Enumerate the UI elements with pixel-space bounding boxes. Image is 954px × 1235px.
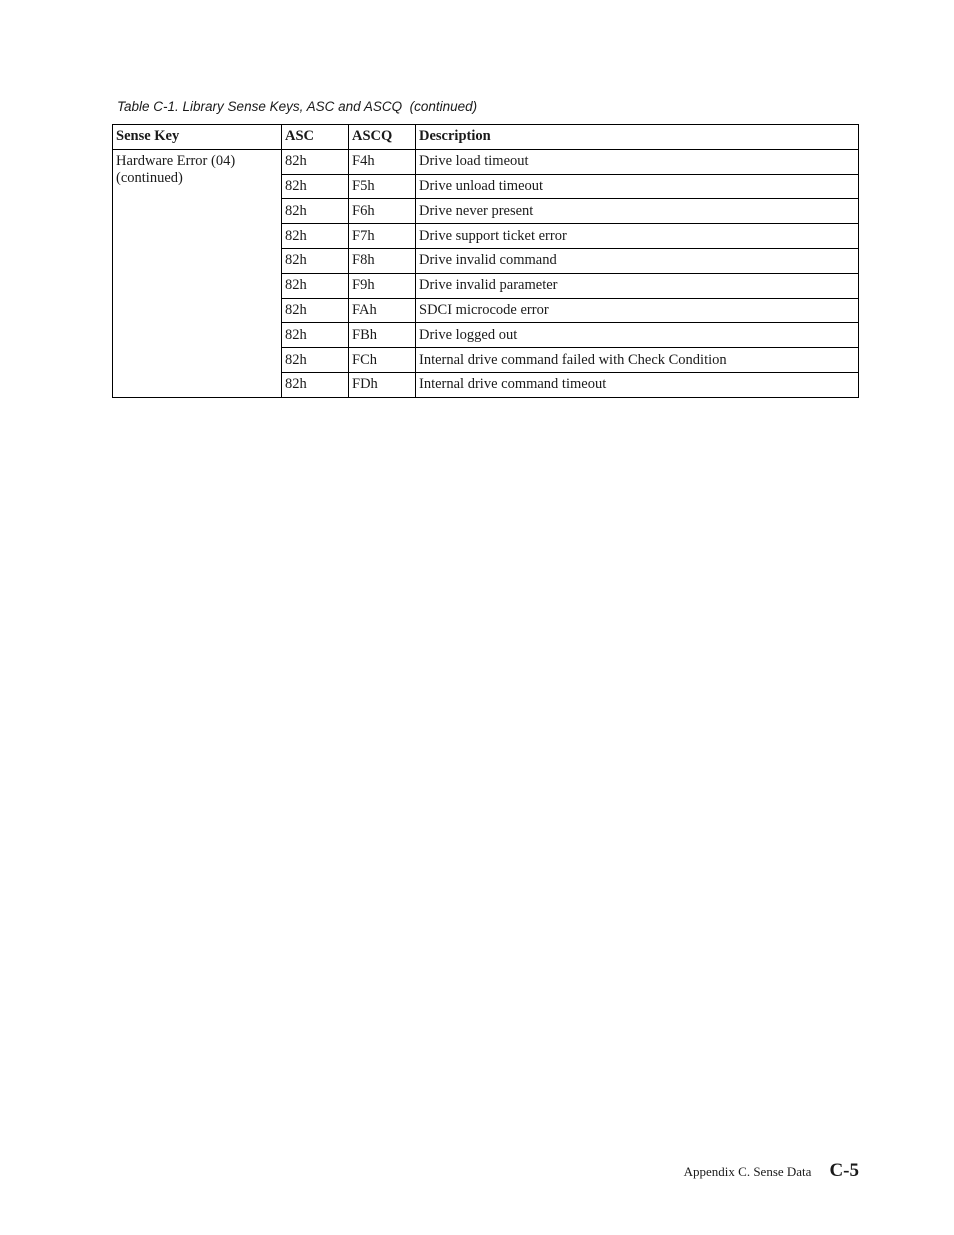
sense-key-continued: (continued) [116,169,183,186]
asc-cell: 82h [282,174,349,199]
description-cell: Drive support ticket error [416,224,859,249]
ascq-cell: F7h [349,224,416,249]
ascq-cell: F5h [349,174,416,199]
asc-cell: 82h [282,273,349,298]
header-ascq: ASCQ [349,125,416,150]
table-caption: Table C-1. Library Sense Keys, ASC and ASCQ (continued) [117,99,478,114]
header-description: Description [416,125,859,150]
sense-key-name: Hardware Error (04) [116,152,236,169]
page-number: C-5 [829,1160,859,1181]
page-footer [684,1160,859,1182]
footer-section-title: Appendix C. Sense Data [683,1164,812,1179]
table-header-row [113,125,859,150]
header-sense-key: Sense Key [113,125,282,150]
ascq-cell: FAh [349,298,416,323]
header-asc: ASC [282,125,349,150]
sense-key-table [112,124,859,398]
description-cell: Drive invalid command [416,248,859,273]
ascq-cell: FCh [349,348,416,373]
description-cell: Drive load timeout [416,149,859,174]
ascq-cell: F6h [349,199,416,224]
asc-cell: 82h [282,248,349,273]
ascq-cell: F8h [349,248,416,273]
ascq-cell: F9h [349,273,416,298]
asc-cell: 82h [282,224,349,249]
description-cell: Drive invalid parameter [416,273,859,298]
asc-cell: 82h [282,298,349,323]
ascq-cell: FBh [349,323,416,348]
description-cell: SDCI microcode error [416,298,859,323]
description-cell: Drive unload timeout [416,174,859,199]
description-cell: Internal drive command failed with Check Condition [416,348,859,373]
description-cell: Internal drive command timeout [416,372,859,397]
description-cell: Drive logged out [416,323,859,348]
asc-cell: 82h [282,199,349,224]
asc-cell: 82h [282,348,349,373]
ascq-cell: F4h [349,149,416,174]
ascq-cell: FDh [349,372,416,397]
sense-key-cell [113,149,282,397]
description-cell: Drive never present [416,199,859,224]
asc-cell: 82h [282,372,349,397]
asc-cell: 82h [282,323,349,348]
table-row [113,149,859,174]
asc-cell: 82h [282,149,349,174]
